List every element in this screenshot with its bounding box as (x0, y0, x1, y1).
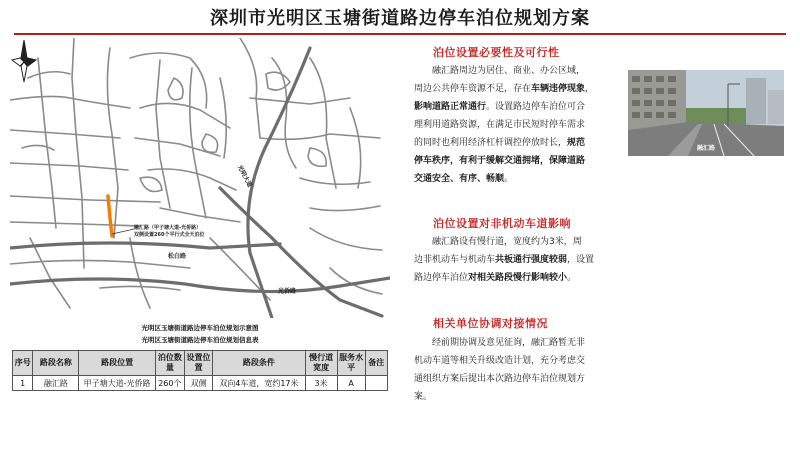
col-header-road-name: 路段名称 (33, 351, 79, 376)
map-caption: 光明区玉塘街道路边停车泊位规划示意图 (141, 324, 259, 332)
body-text: ， (585, 84, 595, 94)
road-photo-caption: 融汇路 (696, 145, 715, 152)
section-heading-nonmotor-impact: 泊位设置对非机动车道影响 (433, 217, 571, 230)
body-text: 。 (504, 174, 514, 184)
body-text: 。设置路边停车泊位可合 (486, 102, 586, 112)
col-header-slow-lane: 慢行道宽度 (305, 351, 337, 376)
cell-spaces: 260个 (155, 376, 184, 391)
emphasis-text: 车辆违停现象 (531, 84, 586, 94)
road-label-guangqiao-road: 光侨路 (278, 288, 297, 295)
emphasis-text: 对相关路段慢行影响较小 (468, 273, 568, 283)
emphasis-text: 停车秩序，有利于缓解交通拥堵，保障道路 (414, 156, 586, 166)
body-text: 融汇路周边为居住、商业、办公区域， (432, 66, 586, 76)
col-header-location: 路段位置 (79, 351, 156, 376)
body-text: 边非机动车与机动车 (414, 255, 496, 265)
paragraph-line (414, 388, 624, 406)
paragraph-line (414, 334, 624, 352)
col-header-service-level: 服务水平 (337, 351, 365, 376)
section-body-necessity (414, 62, 620, 188)
cell-road-name: 融汇路 (33, 376, 79, 391)
paragraph-line (414, 98, 620, 116)
paragraph-line (414, 269, 624, 287)
col-header-side: 设置位置 (184, 351, 212, 376)
cell-index: 1 (13, 376, 33, 391)
cell-conditions: 双向4车道，宽约17米 (213, 376, 305, 391)
paragraph-line (414, 152, 620, 170)
cell-side: 双侧 (184, 376, 212, 391)
road-photo (628, 70, 784, 156)
cell-slow-lane: 3米 (305, 376, 337, 391)
cell-notes (365, 376, 387, 391)
emphasis-text: 影响道路正常通行 (414, 102, 487, 112)
table-header-row (13, 351, 388, 376)
body-text: 融汇路设有慢行道，宽度约为3米，周 (432, 237, 582, 247)
body-text: 路边停车泊位 (414, 273, 469, 283)
col-header-notes: 备注 (365, 351, 387, 376)
page-title: 深圳市光明区玉塘街道路边停车泊位规划方案 (210, 8, 590, 29)
road-label-guangming-ave: 光明大道 (235, 164, 254, 189)
body-text: ，设置 (567, 255, 595, 265)
section-body-nonmotor-impact (414, 233, 624, 287)
paragraph-line (414, 370, 624, 388)
callout-line-2: 双侧设置260个平行式全天泊位 (134, 232, 205, 238)
callout-line-1: 融汇路（甲子塘大道-光侨路） (134, 225, 202, 231)
emphasis-text: 规范 (567, 138, 586, 148)
emphasis-text: 交通安全、有序、畅顺 (414, 174, 505, 184)
paragraph-line (414, 80, 620, 98)
paragraph-line (414, 352, 624, 370)
paragraph-line (414, 116, 620, 134)
paragraph-line (414, 251, 624, 269)
section-heading-coordination: 相关单位协调对接情况 (433, 317, 548, 330)
table-caption: 光明区玉塘街道路边停车泊位规划信息表 (141, 336, 259, 344)
paragraph-line (414, 134, 620, 152)
cell-service-level: A (337, 376, 365, 391)
body-text: 案。 (414, 392, 433, 402)
cell-location: 甲子塘大道-光侨路 (79, 376, 156, 391)
body-text: 理利用道路资源，在满足市民短时停车需求 (414, 120, 586, 130)
body-text: 。 (567, 273, 577, 283)
body-text: 经前期协调及意见征询，融汇路暂无非 (432, 338, 586, 348)
section-body-coordination (414, 334, 624, 406)
col-header-conditions: 路段条件 (213, 351, 305, 376)
road-network (10, 38, 390, 318)
north-arrow-icon (10, 38, 38, 84)
planned-parking-road (108, 196, 112, 236)
col-header-spaces: 泊位数量 (155, 351, 184, 376)
paragraph-line (414, 170, 620, 188)
road-label-songbai-road: 松白路 (168, 253, 187, 260)
body-text: 机动车道等相关升级改造计划，充分考虑交 (414, 356, 586, 366)
emphasis-text: 共板通行强度较弱 (495, 255, 568, 265)
title-divider (14, 33, 786, 35)
col-header-index: 序号 (13, 351, 33, 376)
paragraph-line (414, 233, 624, 251)
body-text: 周边公共停车资源不足，存在 (414, 84, 532, 94)
parking-info-table (12, 350, 388, 391)
parking-callout (134, 225, 230, 239)
body-text: 的同时也利用经济杠杆调控停放时长， (414, 138, 568, 148)
paragraph-line (414, 62, 620, 80)
table-row (13, 376, 388, 391)
planning-map (10, 38, 390, 318)
body-text: 通组织方案后提出本次路边停车泊位规划方 (414, 374, 586, 384)
section-heading-necessity: 泊位设置必要性及可行性 (433, 46, 560, 59)
